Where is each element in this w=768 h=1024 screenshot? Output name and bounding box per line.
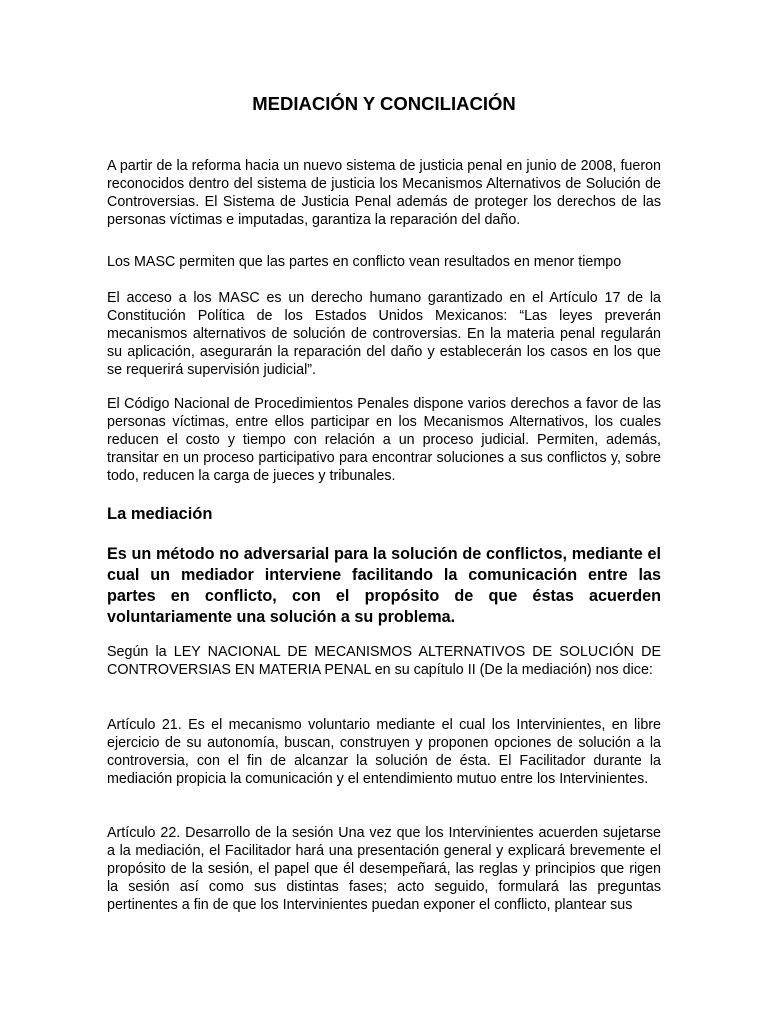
paragraph-article-22: Artículo 22. Desarrollo de la sesión Una vez que los Intervinientes acuerden sujetarse a la mediación, el Facilitador hará una presentación general y explicará brevemente el propósito de la sesión, el papel que él desempeñará, las reglas y principios que rigen la sesión así como sus distintas fases; acto seguido, formulará las preguntas pertinentes a fin de que los Intervinientes puedan exponer el conflicto, plantear sus (107, 825, 661, 913)
mediation-definition: Es un método no adversarial para la solución de conflictos, mediante el cual un mediador interviene facilitando la comunicación entre las partes en conflicto, con el propósito de que éstas acuerden voluntariamente una solución a su problema. (107, 545, 661, 626)
paragraph-reform: A partir de la reforma hacia un nuevo sistema de justicia penal en junio de 2008, fueron reconocidos dentro del sistema de justicia los Mecanismos Alternativos de Solución de Controversias. El Sistema de Justicia Penal además de proteger los derechos de las personas víctimas e imputadas, garantiza la reparación del daño. (107, 158, 661, 228)
paragraph-codigo-nacional: El Código Nacional de Procedimientos Penales dispone varios derechos a favor de las personas víctimas, entre ellos participar en los Mecanismos Alternativos, los cuales reducen el costo y tiempo con relación a un proceso judicial. Permiten, además, transitar en un proceso participativo para encontrar soluciones a sus conflictos y, sobre todo, reducen la carga de jueces y tribunales. (107, 396, 661, 484)
paragraph-law-intro: Según la LEY NACIONAL DE MECANISMOS ALTERNATIVOS DE SOLUCIÓN DE CONTROVERSIAS EN MATERIA PENAL en su capítulo II (De la mediación) nos dice: (107, 644, 661, 678)
paragraph-article-21: Artículo 21. Es el mecanismo voluntario mediante el cual los Intervinientes, en libre ejercicio de su autonomía, buscan, construyen y proponen opciones de solución a la controversia, con el fin de alcanzar la solución de ésta. El Facilitador durante la mediación propicia la comunicación y el entendimiento mutuo entre los Intervinientes. (107, 717, 661, 787)
document-title: MEDIACIÓN Y CONCILIACIÓN (252, 93, 516, 114)
paragraph-masc-benefits: Los MASC permiten que las partes en conflicto vean resultados en menor tiempo (107, 254, 622, 270)
section-heading-mediacion: La mediación (107, 505, 213, 523)
paragraph-article-17: El acceso a los MASC es un derecho humano garantizado en el Artículo 17 de la Constitución Política de los Estados Unidos Mexicanos: “Las leyes preverán mecanismos alternativos de solución de controversias. En la materia penal regularán su aplicación, asegurarán la reparación del daño y establecerán los casos en los que se requerirá supervisión judicial”. (107, 290, 661, 378)
